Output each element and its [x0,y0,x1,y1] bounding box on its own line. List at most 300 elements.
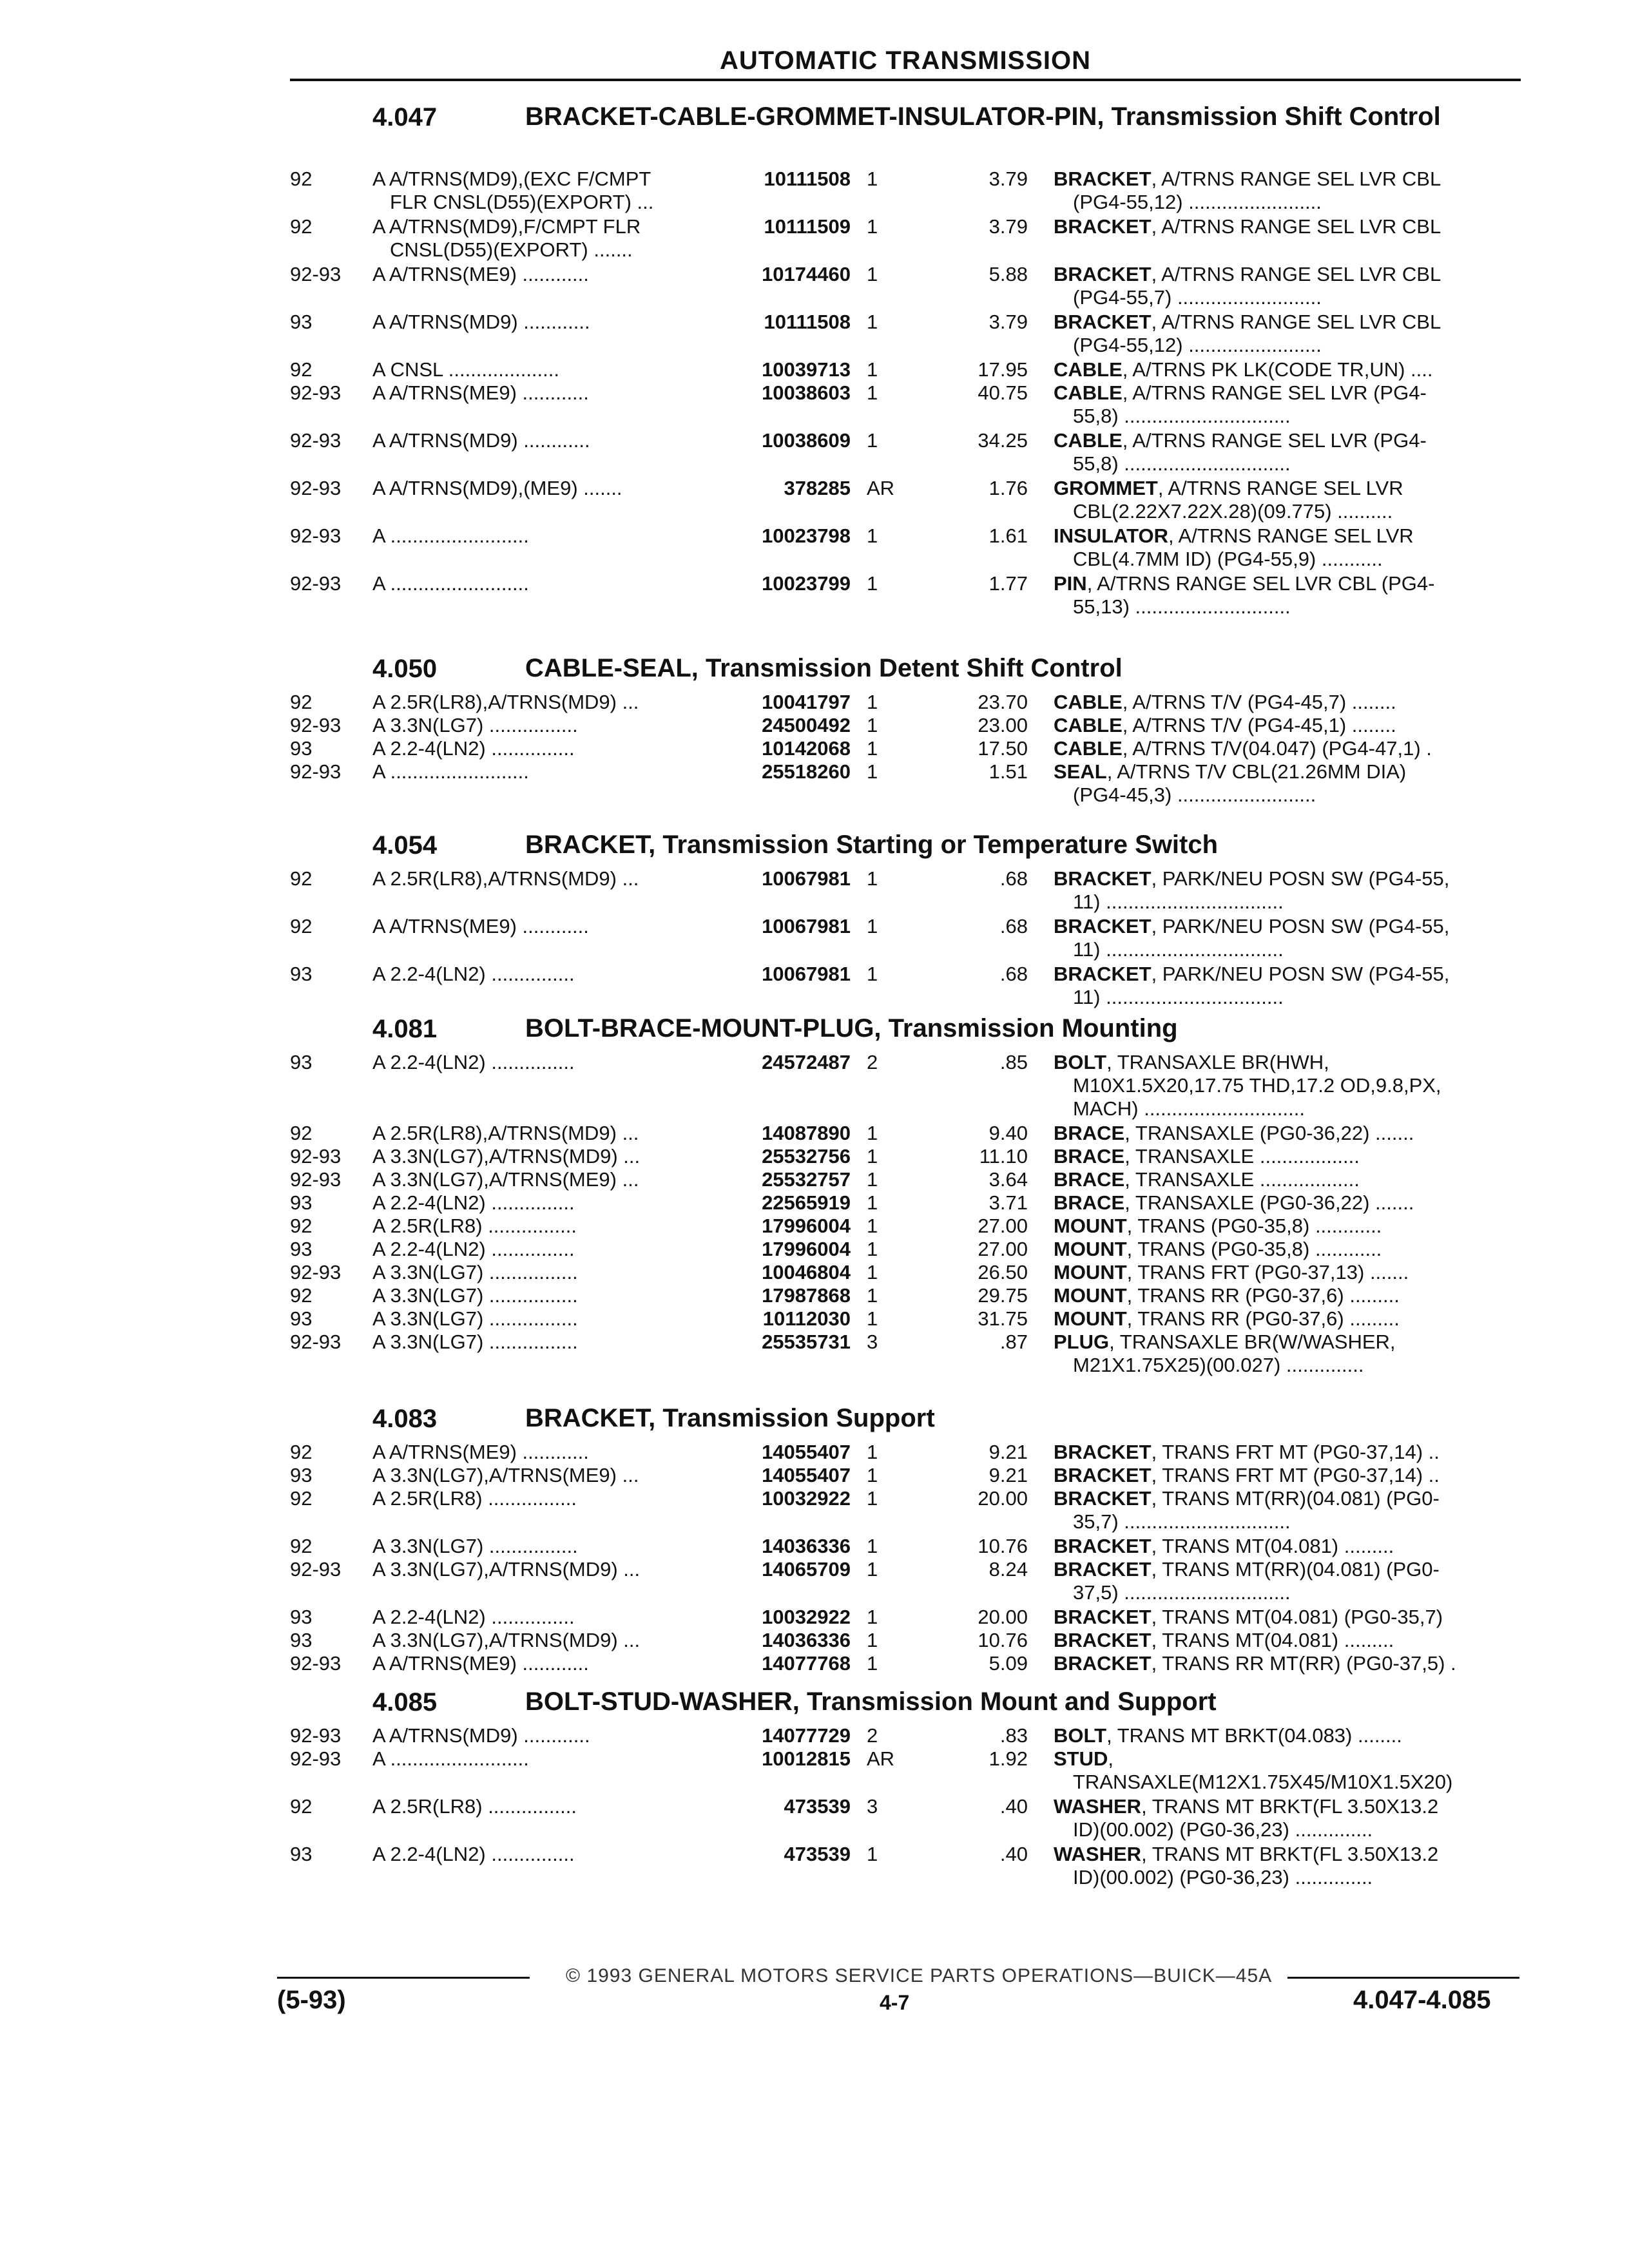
quantity: 1 [867,429,878,452]
description [1054,1795,1530,1818]
application: A 3.3N(LG7),A/TRNS(ME9) ... [372,1168,639,1191]
application: A 2.2-4(LN2) ............... [372,1051,575,1073]
quantity: 1 [867,311,878,333]
part-name: WASHER [1054,1795,1142,1818]
part-number: 25532757 [762,1168,851,1191]
description-detail: , TRANS MT(RR)(04.081) (PG0- [1151,1487,1440,1510]
model-year: 93 [290,1606,313,1628]
model-year: 92-93 [290,381,342,404]
description-detail: , PARK/NEU POSN SW (PG4-55, [1151,867,1450,890]
description-continued: MACH) ............................. [1073,1097,1305,1120]
quantity: 2 [867,1051,878,1073]
description-detail: , A/TRNS T/V(04.047) (PG4-47,1) . [1122,737,1432,760]
part-name: MOUNT [1054,1261,1127,1283]
price: 1.92 [988,1747,1028,1770]
part-name: BRACE [1054,1122,1125,1144]
quantity: 1 [867,1191,878,1214]
quantity: 1 [867,263,878,285]
model-year: 92-93 [290,429,342,452]
description [1054,215,1530,238]
description [1054,429,1530,452]
description-detail: , TRANSAXLE BR(W/WASHER, [1109,1331,1396,1353]
description-detail: , TRANS RR (PG0-37,6) ......... [1126,1284,1400,1307]
part-name: CABLE [1054,381,1123,404]
description-detail: , [1108,1747,1114,1770]
description-detail: , TRANS FRT MT (PG0-37,14) .. [1151,1441,1440,1463]
part-name: MOUNT [1054,1307,1127,1330]
description-detail: , PARK/NEU POSN SW (PG4-55, [1151,915,1450,937]
description [1054,1145,1530,1168]
quantity: 1 [867,1487,878,1510]
part-name: MOUNT [1054,1215,1127,1237]
application: A ......................... [372,760,529,783]
part-name: BRACKET [1054,1441,1152,1463]
price: 10.76 [978,1629,1028,1651]
description [1054,867,1530,890]
part-name: BRACKET [1054,1629,1152,1651]
quantity: 1 [867,915,878,937]
part-number: 10038609 [762,429,851,452]
model-year: 92 [290,1441,313,1463]
section-title-main: BRACKET, [525,831,656,859]
price: 3.71 [988,1191,1028,1214]
quantity: 1 [867,1652,878,1675]
part-number: 10111508 [764,168,851,190]
description [1054,1747,1530,1771]
part-name: BRACKET [1054,1652,1152,1675]
description-detail: , A/TRNS RANGE SEL LVR [1168,524,1414,547]
footer-copyright: © 1993 GENERAL MOTORS SERVICE PARTS OPERATIONS—BUICK—45A [566,1965,1273,1986]
model-year: 93 [290,1238,313,1260]
price: 26.50 [978,1261,1028,1283]
description-detail: , TRANSAXLE .................. [1124,1145,1360,1168]
application: A 3.3N(LG7) ................ [372,1284,578,1307]
description [1054,524,1530,548]
part-number: 14077768 [762,1652,851,1675]
part-number: 24500492 [762,714,851,736]
description [1054,1122,1530,1145]
section-title-main: BOLT-BRACE-MOUNT-PLUG, [525,1014,882,1043]
section-title-sub: Transmission Mounting [888,1014,1178,1043]
description-detail: , TRANS MT(04.081) ......... [1151,1535,1394,1557]
quantity: 1 [867,358,878,381]
application: A 3.3N(LG7) ................ [372,1535,578,1557]
description-detail: , A/TRNS RANGE SEL LVR CBL (PG4- [1086,572,1435,595]
application: A A/TRNS(ME9) ............ [372,1441,589,1463]
price: 1.61 [988,524,1028,547]
application: A 2.5R(LR8) ................ [372,1795,577,1818]
part-number: 17996004 [762,1238,851,1260]
description [1054,168,1530,191]
quantity: 1 [867,1464,878,1486]
part-name: CABLE [1054,358,1123,381]
part-number: 24572487 [762,1051,851,1073]
part-name: CABLE [1054,714,1123,736]
section-title-sub: Transmission Support [662,1404,935,1432]
price: .68 [999,915,1028,937]
description-detail: , A/TRNS T/V CBL(21.26MM DIA) [1106,760,1407,783]
quantity: 1 [867,381,878,404]
description [1054,1307,1530,1331]
model-year: 92-93 [290,1261,342,1283]
description [1054,1261,1530,1284]
description-detail: , TRANS MT BRKT(FL 3.50X13.2 [1141,1843,1439,1865]
description [1054,381,1530,405]
price: 5.09 [988,1652,1028,1675]
footer-page-number: 4-7 [880,1991,910,2014]
model-year: 92 [290,691,313,713]
description [1054,1535,1530,1558]
description [1054,1215,1530,1238]
description-detail: , TRANSAXLE (PG0-36,22) ....... [1124,1191,1414,1214]
description [1054,1464,1530,1487]
footer-rule-right [1287,1977,1519,1979]
part-number: 14077729 [762,1724,851,1747]
part-name: BRACKET [1054,168,1152,190]
section-title [525,655,1492,682]
model-year: 93 [290,1843,313,1865]
application: A 2.2-4(LN2) ............... [372,1606,575,1628]
model-year: 92 [290,915,313,937]
price: 9.21 [988,1441,1028,1463]
section-title [525,1015,1492,1042]
description-detail: , A/TRNS RANGE SEL LVR CBL [1151,263,1441,285]
price: 3.79 [988,311,1028,333]
quantity: 1 [867,691,878,713]
model-year: 92-93 [290,1145,342,1168]
price: 8.24 [988,1558,1028,1581]
price: 3.79 [988,215,1028,238]
application: A A/TRNS(ME9) ............ [372,263,589,285]
application: A ......................... [372,1747,529,1770]
description-continued: 35,7) .............................. [1073,1510,1291,1533]
application: A 2.5R(LR8),A/TRNS(MD9) ... [372,1122,639,1144]
quantity: 1 [867,1629,878,1651]
quantity: 1 [867,1558,878,1581]
part-number: 10067981 [762,867,851,890]
model-year: 92 [290,1122,313,1144]
part-number: 378285 [784,477,851,499]
description [1054,1191,1530,1215]
price: 31.75 [978,1307,1028,1330]
section-number: 4.081 [372,1015,438,1043]
model-year: 92-93 [290,477,342,499]
part-name: BRACKET [1054,1606,1152,1628]
footer-date-code: (5-93) [277,1986,346,2014]
quantity: 1 [867,1307,878,1330]
quantity: 1 [867,1606,878,1628]
description-detail: , TRANS (PG0-35,8) ............ [1126,1215,1382,1237]
section-title-main: BRACKET-CABLE-GROMMET-INSULATOR-PIN, [525,102,1104,131]
part-number: 10041797 [762,691,851,713]
model-year: 92 [290,867,313,890]
price: 20.00 [978,1606,1028,1628]
description [1054,691,1530,714]
description [1054,1331,1530,1354]
part-name: BRACKET [1054,1464,1152,1486]
description [1054,915,1530,938]
model-year: 93 [290,963,313,985]
price: 27.00 [978,1238,1028,1260]
part-number: 17996004 [762,1215,851,1237]
part-name: MOUNT [1054,1284,1127,1307]
description-continued: 55,13) ............................ [1073,595,1291,618]
model-year: 92 [290,1215,313,1237]
description [1054,737,1530,760]
part-number: 14087890 [762,1122,851,1144]
description-continued: ID)(00.002) (PG0-36,23) .............. [1073,1866,1373,1888]
part-name: BRACKET [1054,915,1152,937]
description [1054,1558,1530,1581]
price: 23.70 [978,691,1028,713]
application: A A/TRNS(MD9),F/CMPT FLR [372,215,641,238]
application: A 2.2-4(LN2) ............... [372,1238,575,1260]
part-name: BRACKET [1054,1535,1152,1557]
quantity: 2 [867,1724,878,1747]
part-number: 10032922 [762,1487,851,1510]
part-name: GROMMET [1054,477,1158,499]
application: A 3.3N(LG7),A/TRNS(ME9) ... [372,1464,639,1486]
quantity: 1 [867,168,878,190]
description-continued: (PG4-55,12) ........................ [1073,334,1322,356]
part-number: 10067981 [762,963,851,985]
header-rule [290,79,1521,81]
quantity: 3 [867,1795,878,1818]
application: A 3.3N(LG7),A/TRNS(MD9) ... [372,1145,641,1168]
part-name: PIN [1054,572,1087,595]
section-number: 4.047 [372,103,438,131]
model-year: 92-93 [290,1724,342,1747]
description-detail: , TRANS MT BRKT(FL 3.50X13.2 [1141,1795,1439,1818]
part-number: 10142068 [762,737,851,760]
model-year: 92-93 [290,714,342,736]
section-title [525,831,1492,858]
price: 5.88 [988,263,1028,285]
application: A A/TRNS(ME9) ............ [372,1652,589,1675]
model-year: 92 [290,1535,313,1557]
quantity: 1 [867,1168,878,1191]
section-title-sub: Transmission Detent Shift Control [706,654,1123,682]
section-title-sub: Transmission Shift Control [1111,102,1441,131]
model-year: 93 [290,1307,313,1330]
section-number: 4.050 [372,655,438,683]
application-continued: FLR CNSL(D55)(EXPORT) ... [390,191,654,213]
application: A 2.2-4(LN2) ............... [372,1843,575,1865]
description-continued: 37,5) .............................. [1073,1581,1291,1604]
price: 11.10 [979,1145,1028,1168]
price: .68 [999,963,1028,985]
application: A 3.3N(LG7),A/TRNS(MD9) ... [372,1629,641,1651]
section-number: 4.083 [372,1405,438,1433]
model-year: 92-93 [290,760,342,783]
application: A A/TRNS(ME9) ............ [372,381,589,404]
part-number: 10038603 [762,381,851,404]
part-name: BOLT [1054,1724,1107,1747]
description-continued: (PG4-55,12) ........................ [1073,191,1322,213]
part-name: BRACKET [1054,311,1152,333]
model-year: 92 [290,1795,313,1818]
price: 10.76 [978,1535,1028,1557]
description-continued: CBL(4.7MM ID) (PG4-55,9) ........... [1073,548,1383,570]
model-year: 92-93 [290,1558,342,1581]
part-number: 25535731 [762,1331,851,1353]
part-number: 10112030 [762,1307,851,1330]
price: 3.64 [988,1168,1028,1191]
price: 17.50 [978,737,1028,760]
description-detail: , A/TRNS RANGE SEL LVR (PG4- [1122,429,1427,452]
quantity: 1 [867,714,878,736]
description-detail: , TRANSAXLE BR(HWH, [1106,1051,1329,1073]
part-number: 10111509 [764,215,851,238]
part-name: BRACKET [1054,263,1152,285]
page-header-title: AUTOMATIC TRANSMISSION [719,46,1092,75]
part-name: BRACKET [1054,1558,1152,1581]
section-title-sub: Transmission Starting or Temperature Switch [662,831,1219,859]
application: A 2.2-4(LN2) ............... [372,1191,575,1214]
application-continued: CNSL(D55)(EXPORT) ....... [390,238,633,261]
price: 1.76 [988,477,1028,499]
description-continued: 55,8) .............................. [1073,452,1291,475]
part-name: SEAL [1054,760,1107,783]
application: A 2.5R(LR8),A/TRNS(MD9) ... [372,691,639,713]
description-detail: , TRANS RR MT(RR) (PG0-37,5) . [1151,1652,1456,1675]
description-detail: , A/TRNS RANGE SEL LVR CBL [1151,215,1441,238]
model-year: 92 [290,1487,313,1510]
part-name: BRACKET [1054,1487,1152,1510]
model-year: 92 [290,215,313,238]
model-year: 92 [290,1284,313,1307]
description-continued: ID)(00.002) (PG0-36,23) .............. [1073,1818,1373,1841]
part-number: 14065709 [762,1558,851,1581]
price: 9.21 [988,1464,1028,1486]
application: A ......................... [372,572,529,595]
price: 3.79 [988,168,1028,190]
description-detail: , A/TRNS T/V (PG4-45,7) ........ [1122,691,1396,713]
part-name: BRACE [1054,1191,1125,1214]
description-detail: , A/TRNS RANGE SEL LVR [1157,477,1403,499]
description-continued: M10X1.5X20,17.75 THD,17.2 OD,9.8,PX, [1073,1074,1441,1097]
description-detail: , TRANS FRT (PG0-37,13) ....... [1126,1261,1409,1283]
application: A 2.5R(LR8) ................ [372,1487,577,1510]
part-number: 473539 [784,1795,851,1818]
part-name: WASHER [1054,1843,1142,1865]
description [1054,1629,1530,1652]
part-name: BRACE [1054,1145,1125,1168]
quantity: 1 [867,760,878,783]
description-continued: (PG4-45,3) ......................... [1073,783,1316,806]
part-number: 10046804 [762,1261,851,1283]
part-number: 10067981 [762,915,851,937]
part-name: CABLE [1054,429,1123,452]
quantity: 1 [867,1284,878,1307]
part-name: MOUNT [1054,1238,1127,1260]
model-year: 93 [290,1629,313,1651]
application: A A/TRNS(MD9) ............ [372,1724,590,1747]
part-number: 10012815 [762,1747,851,1770]
description [1054,1724,1530,1747]
price: 1.77 [988,572,1028,595]
price: .40 [999,1795,1028,1818]
part-name: BOLT [1054,1051,1107,1073]
price: 17.95 [978,358,1028,381]
section-title-main: BOLT-STUD-WASHER, [525,1687,800,1716]
description [1054,311,1530,334]
part-number: 14036336 [762,1629,851,1651]
price: 1.51 [988,760,1028,783]
description [1054,263,1530,286]
application: A 2.2-4(LN2) ............... [372,737,575,760]
description-detail: , TRANS RR (PG0-37,6) ......... [1126,1307,1400,1330]
quantity: 1 [867,867,878,890]
quantity: 1 [867,1215,878,1237]
description-detail: , TRANS FRT MT (PG0-37,14) .. [1151,1464,1440,1486]
quantity: 1 [867,1261,878,1283]
description [1054,1652,1530,1675]
description-continued: 55,8) .............................. [1073,405,1291,427]
price: 34.25 [978,429,1028,452]
description-continued: M21X1.75X25)(00.027) .............. [1073,1354,1364,1376]
application: A 2.2-4(LN2) ............... [372,963,575,985]
model-year: 92-93 [290,1652,342,1675]
price: 29.75 [978,1284,1028,1307]
part-name: BRACE [1054,1168,1125,1191]
description [1054,714,1530,737]
description-continued: 11) ................................ [1073,938,1284,961]
model-year: 92 [290,168,313,190]
description [1054,1487,1530,1510]
description [1054,572,1530,595]
quantity: 1 [867,1843,878,1865]
quantity: AR [867,1747,895,1770]
part-name: STUD [1054,1747,1108,1770]
quantity: 3 [867,1331,878,1353]
model-year: 93 [290,1191,313,1214]
description [1054,358,1530,381]
description [1054,1606,1530,1629]
application: A 3.3N(LG7) ................ [372,1307,578,1330]
quantity: 1 [867,524,878,547]
price: .83 [999,1724,1028,1747]
quantity: 1 [867,1122,878,1144]
quantity: 1 [867,963,878,985]
application: A A/TRNS(MD9),(EXC F/CMPT [372,168,651,190]
quantity: 1 [867,737,878,760]
quantity: 1 [867,1145,878,1168]
description [1054,760,1530,783]
part-number: 10023799 [762,572,851,595]
price: .85 [999,1051,1028,1073]
part-number: 25518260 [762,760,851,783]
description-continued: CBL(2.22X7.22X.28)(09.775) .......... [1073,500,1393,523]
application: A 3.3N(LG7) ................ [372,1261,578,1283]
part-number: 14036336 [762,1535,851,1557]
application: A A/TRNS(MD9),(ME9) ....... [372,477,622,499]
description [1054,1051,1530,1074]
footer-section-range: 4.047-4.085 [1353,1986,1491,2014]
description-detail: , A/TRNS T/V (PG4-45,1) ........ [1122,714,1396,736]
description [1054,1843,1530,1866]
description-detail: , TRANSAXLE .................. [1124,1168,1360,1191]
model-year: 92-93 [290,572,342,595]
application: A 3.3N(LG7) ................ [372,714,578,736]
price: 23.00 [978,714,1028,736]
price: 40.75 [978,381,1028,404]
application: A 3.3N(LG7),A/TRNS(MD9) ... [372,1558,641,1581]
description-detail: , A/TRNS RANGE SEL LVR CBL [1151,311,1441,333]
section-number: 4.054 [372,831,438,860]
quantity: 1 [867,1441,878,1463]
part-number: 14055407 [762,1464,851,1486]
